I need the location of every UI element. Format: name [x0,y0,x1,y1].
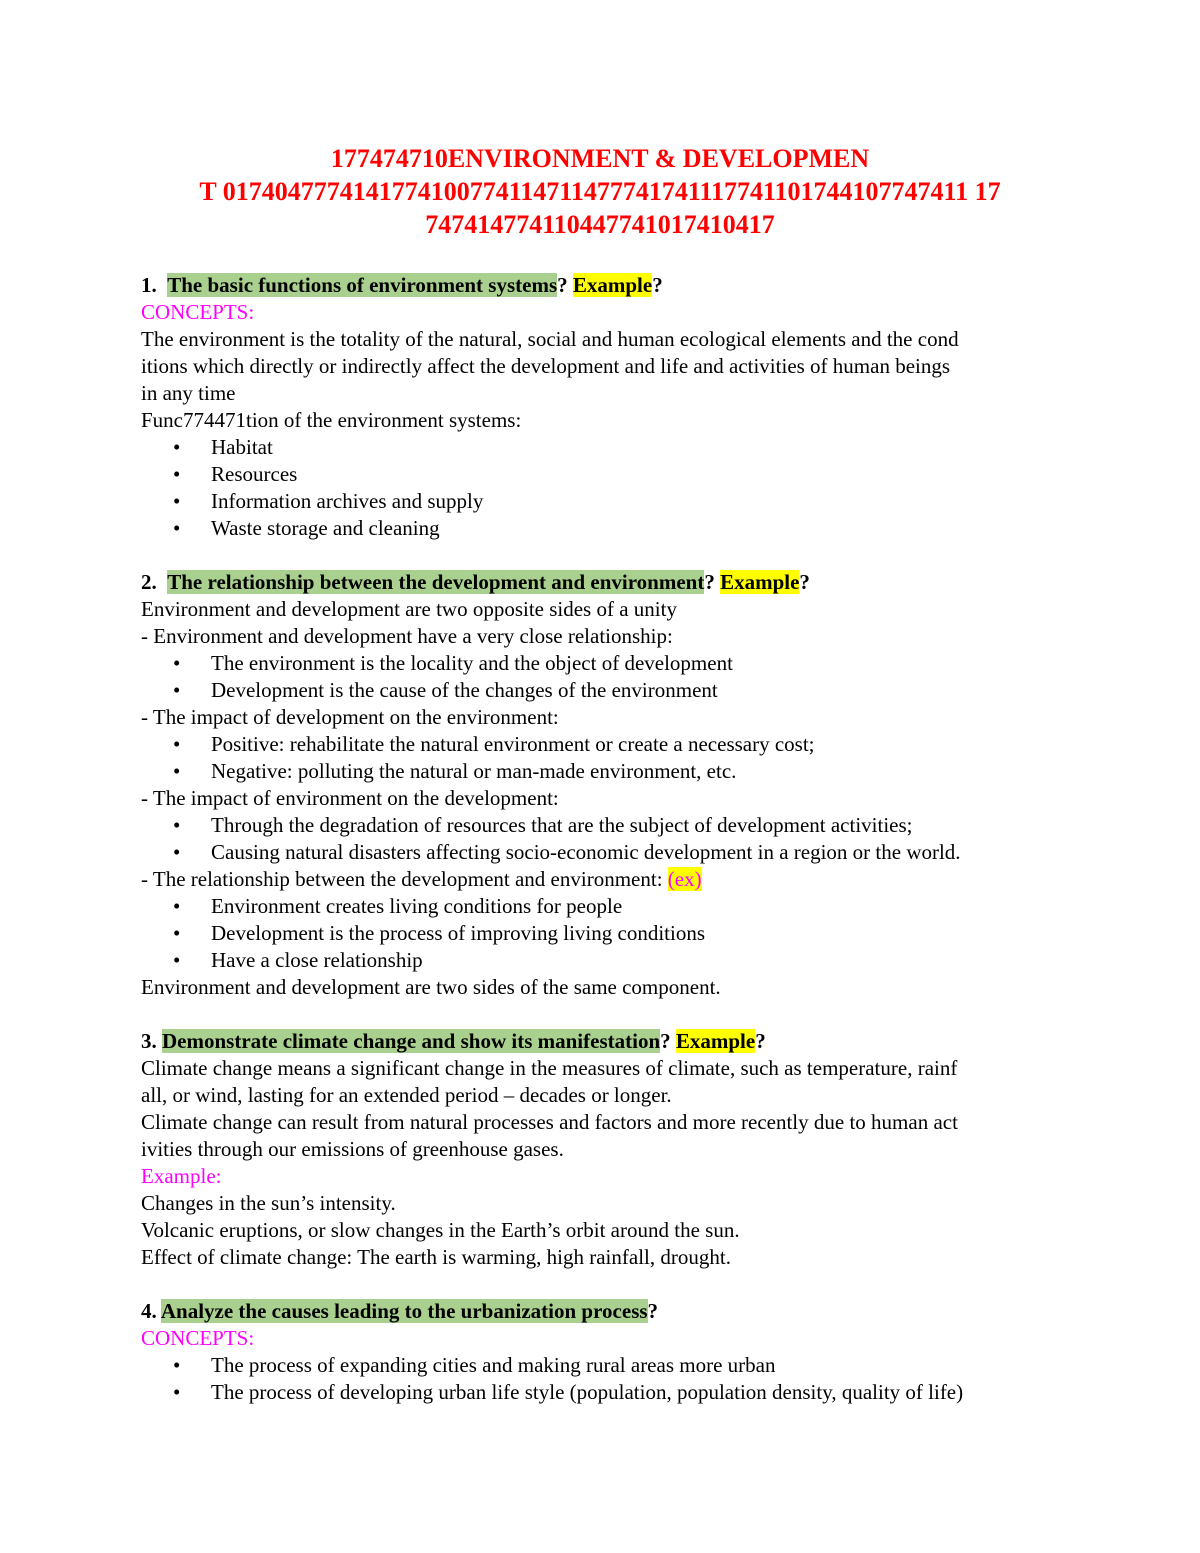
impact-environment-list [141,812,1066,866]
list-item: • The process of developing urban life style (population, population density, quality of life) [173,1380,964,1404]
list-item: • Information archives and supply [173,489,484,513]
concepts-label: CONCEPTS: [141,300,255,324]
relationship-summary-list [141,893,1066,974]
question-2-heading: 2. The relationship between the development and environment? Example? [141,570,810,594]
list-item: • Development is the cause of the changes of the environment [173,678,718,702]
sub-heading: - The impact of development on the environment: [141,705,559,729]
functions-list [141,434,1066,542]
list-item: • The environment is the locality and the object of development [173,651,733,675]
list-item: • Waste storage and cleaning [173,516,440,540]
list-item: • Negative: polluting the natural or man-made environment, etc. [173,759,737,783]
question-text: The relationship between the development and environment [167,570,705,594]
question-number: 2. [141,570,157,594]
bullet-icon: • [173,813,181,837]
example-heading: Example: [141,1164,222,1188]
list-item: • Positive: rehabilitate the natural environment or create a necessary cost; [173,732,815,756]
bullet-icon: • [173,759,181,783]
ex-label: (ex) [667,867,702,891]
example-line: Changes in the sun’s intensity. [141,1191,396,1215]
title-line-1: 177474710ENVIRONMENT & DEVELOPMEN [330,144,870,173]
sub-heading: - The impact of environment on the development: [141,786,559,810]
bullet-icon: • [173,1353,181,1377]
example-line: Volcanic eruptions, or slow changes in the Earth’s orbit around the sun. [141,1218,740,1242]
list-item: • Through the degradation of resources that are the subject of development activities; [173,813,913,837]
question-text: The basic functions of environment systems [167,273,558,297]
list-item: • Habitat [173,435,273,459]
question-text: Demonstrate climate change and show its manifestation [162,1029,661,1053]
document-title [0,142,1200,241]
title-line-3: 747414774110447741017410417 [425,210,775,239]
bullet-icon: • [173,840,181,864]
relationship-list [141,650,1066,704]
example-label: Example [720,570,800,594]
urbanization-list [141,1352,1066,1406]
example-label: Example [675,1029,756,1053]
question-number: 3. [141,1029,157,1053]
question-4-heading: 4. Analyze the causes leading to the urbanization process? [141,1299,659,1323]
bullet-icon: • [173,435,181,459]
question-text: Analyze the causes leading to the urbanization process [160,1299,648,1323]
bullet-icon: • [173,948,181,972]
title-line-2: T 0174047774141774100774114711477741741117741101744107747411 17 [199,177,1001,206]
document-body [141,272,1066,1406]
list-item: • Causing natural disasters affecting socio-economic development in a region or the world. [173,840,961,864]
bullet-icon: • [173,921,181,945]
impact-development-list [141,731,1066,785]
sub-heading: - Environment and development have a very close relationship: [141,624,673,648]
paragraph-line: in any time [141,381,236,405]
bullet-icon: • [173,462,181,486]
functions-intro: Func774471tion of the environment systems: [141,408,522,432]
bullet-icon: • [173,678,181,702]
paragraph-line: Climate change means a significant change in the measures of climate, such as temperature, rainf [141,1056,958,1080]
paragraph-line: all, or wind, lasting for an extended period – decades or longer. [141,1083,672,1107]
sub-heading: - The relationship between the development and environment: (ex) [141,867,702,891]
paragraph-line: Climate change can result from natural processes and factors and more recently due to human act [141,1110,958,1134]
paragraph-line: The environment is the totality of the natural, social and human ecological elements and the cond [141,327,959,351]
bullet-icon: • [173,516,181,540]
bullet-icon: • [173,651,181,675]
bullet-icon: • [173,732,181,756]
example-line: Effect of climate change: The earth is warming, high rainfall, drought. [141,1245,731,1269]
question-1-heading: 1. The basic functions of environment systems? Example? [141,273,663,297]
bullet-icon: • [173,489,181,513]
list-item: • Resources [173,462,298,486]
list-item: • Have a close relationship [173,948,423,972]
paragraph-line: Environment and development are two opposite sides of a unity [141,597,677,621]
paragraph-line: Environment and development are two sides of the same component. [141,975,721,999]
concepts-label: CONCEPTS: [141,1326,255,1350]
list-item: • The process of expanding cities and making rural areas more urban [173,1353,776,1377]
example-label: Example [572,273,653,297]
question-number: 4. [141,1299,157,1323]
question-number: 1. [141,273,157,297]
paragraph-line: ivities through our emissions of greenhouse gases. [141,1137,564,1161]
paragraph-line: itions which directly or indirectly affect the development and life and activities of human beings [141,354,951,378]
list-item: • Environment creates living conditions for people [173,894,623,918]
list-item: • Development is the process of improving living conditions [173,921,706,945]
bullet-icon: • [173,894,181,918]
bullet-icon: • [173,1380,181,1404]
question-3-heading: 3. Demonstrate climate change and show its manifestation? Example? [141,1029,766,1053]
